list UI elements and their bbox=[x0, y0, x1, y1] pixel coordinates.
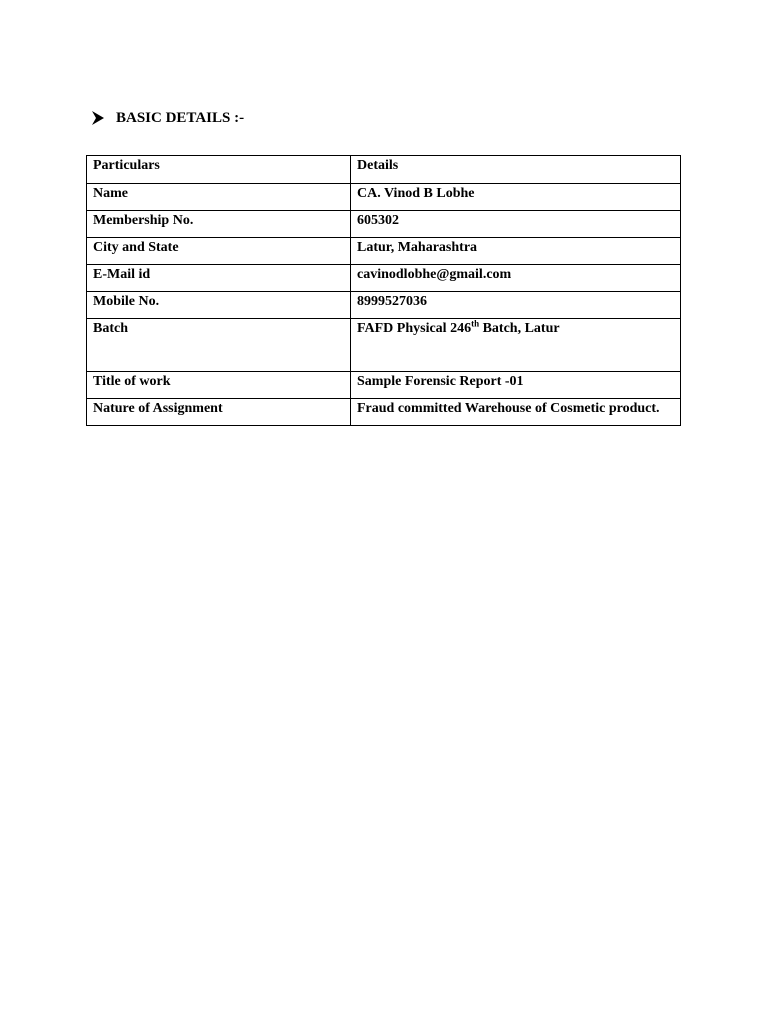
row-label: E-Mail id bbox=[87, 265, 351, 292]
table-row bbox=[87, 399, 681, 426]
section-heading-text: BASIC DETAILS :- bbox=[116, 109, 245, 126]
arrowhead-bullet-icon bbox=[92, 111, 104, 125]
section-heading bbox=[92, 108, 244, 128]
row-label: Name bbox=[87, 184, 351, 211]
row-value: Latur, Maharashtra bbox=[351, 238, 681, 265]
row-value: Sample Forensic Report -01 bbox=[351, 372, 681, 399]
column-header-particulars: Particulars bbox=[87, 156, 351, 184]
batch-value-suffix: Batch, Latur bbox=[479, 321, 560, 336]
table-row bbox=[87, 211, 681, 238]
batch-ordinal-suffix: th bbox=[471, 318, 480, 329]
table-row bbox=[87, 372, 681, 399]
row-value: Fraud committed Warehouse of Cosmetic product. bbox=[351, 399, 681, 426]
table-row bbox=[87, 319, 681, 372]
row-value: CA. Vinod B Lobhe bbox=[351, 184, 681, 211]
basic-details-table bbox=[86, 155, 681, 426]
row-label: Nature of Assignment bbox=[87, 399, 351, 426]
row-label: Mobile No. bbox=[87, 292, 351, 319]
table-row bbox=[87, 184, 681, 211]
table-row bbox=[87, 238, 681, 265]
batch-value-prefix: FAFD Physical 246 bbox=[357, 321, 472, 336]
row-label: City and State bbox=[87, 238, 351, 265]
row-value: cavinodlobhe@gmail.com bbox=[351, 265, 681, 292]
row-value: 605302 bbox=[351, 211, 681, 238]
column-header-details: Details bbox=[351, 156, 681, 184]
table-header-row bbox=[87, 156, 681, 184]
row-label: Title of work bbox=[87, 372, 351, 399]
row-value: 8999527036 bbox=[351, 292, 681, 319]
row-value bbox=[351, 319, 681, 372]
row-label: Batch bbox=[87, 319, 351, 372]
row-label: Membership No. bbox=[87, 211, 351, 238]
table-row bbox=[87, 265, 681, 292]
table-row bbox=[87, 292, 681, 319]
